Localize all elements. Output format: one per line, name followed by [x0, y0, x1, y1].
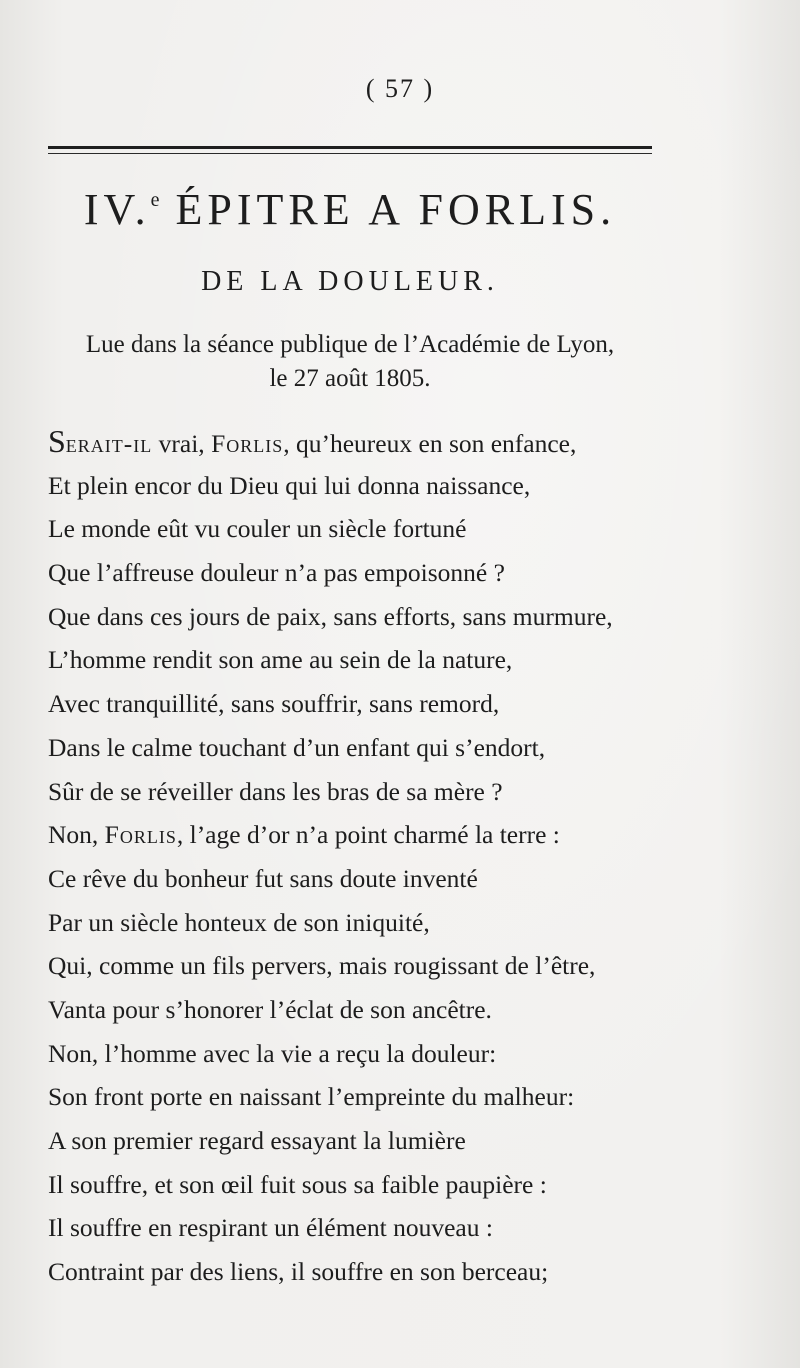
- title-numeral: IV.: [83, 185, 151, 234]
- poem-line: Avec tranquillité, sans souffrir, sans remord,: [48, 689, 500, 719]
- poem-line: [48, 813, 748, 857]
- page-title: [48, 185, 652, 234]
- poem-line: Dans le calme touchant d’un enfant qui s’endort,: [48, 732, 546, 762]
- poem-line: Son front porte en naissant l’empreinte du malheur:: [48, 1082, 575, 1112]
- poem-line: L’homme rendit son ame au sein de la nature,: [48, 645, 513, 675]
- poem-line-text: , l’age d’or n’a point charmé la terre :: [176, 820, 560, 850]
- poem-line: Que dans ces jours de paix, sans efforts, sans murmure,: [48, 601, 613, 631]
- page-number: ( 57 ): [365, 74, 435, 103]
- title-text: ÉPITRE A FORLIS.: [159, 185, 617, 234]
- poem-line: Il souffre, et son œil fuit sous sa faible paupière :: [48, 1169, 547, 1199]
- reading-note-line-2: le 27 août 1805.: [269, 365, 431, 392]
- poem-line: Par un siècle honteux de son iniquité,: [48, 907, 430, 937]
- title-superscript: e: [150, 189, 160, 211]
- poem-line-text: vrai,: [152, 429, 212, 458]
- addressee-name: Forlis: [211, 429, 284, 458]
- poem-line: Ce rêve du bonheur fut sans doute inventé: [48, 863, 478, 893]
- poem-line: Contraint par des liens, il souffre en son berceau;: [48, 1257, 549, 1287]
- poem-line-text: , qu’heureux en son enfance,: [283, 429, 577, 458]
- initial-letter: S: [48, 423, 66, 459]
- poem-line: Il souffre en respirant un élément nouveau :: [48, 1213, 493, 1243]
- poem-line: Sûr de se réveiller dans les bras de sa mère ?: [48, 776, 503, 806]
- poem-line: [48, 420, 748, 464]
- reading-note-line-1: Lue dans la séance publique de l’Académie de Lyon,: [85, 331, 615, 358]
- header-rule-thin: [48, 153, 652, 154]
- poem-line: Que l’affreuse douleur n’a pas empoisonné ?: [48, 558, 505, 588]
- header-rule-thick: [48, 146, 652, 149]
- poem-line: Le monde eût vu couler un siècle fortuné: [48, 514, 467, 544]
- smallcaps-word: erait-il: [65, 429, 153, 458]
- addressee-name: Forlis: [104, 820, 177, 850]
- poem-line: Vanta pour s’honorer l’éclat de son ancêtre.: [48, 994, 492, 1024]
- subtitle: DE LA DOULEUR.: [201, 266, 499, 297]
- poem-line-text: Non,: [48, 820, 105, 850]
- poem-line: Non, l’homme avec la vie a reçu la douleur:: [48, 1038, 497, 1068]
- poem-line: Qui, comme un fils pervers, mais rougissant de l’être,: [48, 951, 596, 981]
- poem-text: [48, 420, 748, 1294]
- poem-line: Et plein encor du Dieu qui lui donna naissance,: [48, 470, 531, 500]
- poem-line: A son premier regard essayant la lumière: [48, 1126, 466, 1155]
